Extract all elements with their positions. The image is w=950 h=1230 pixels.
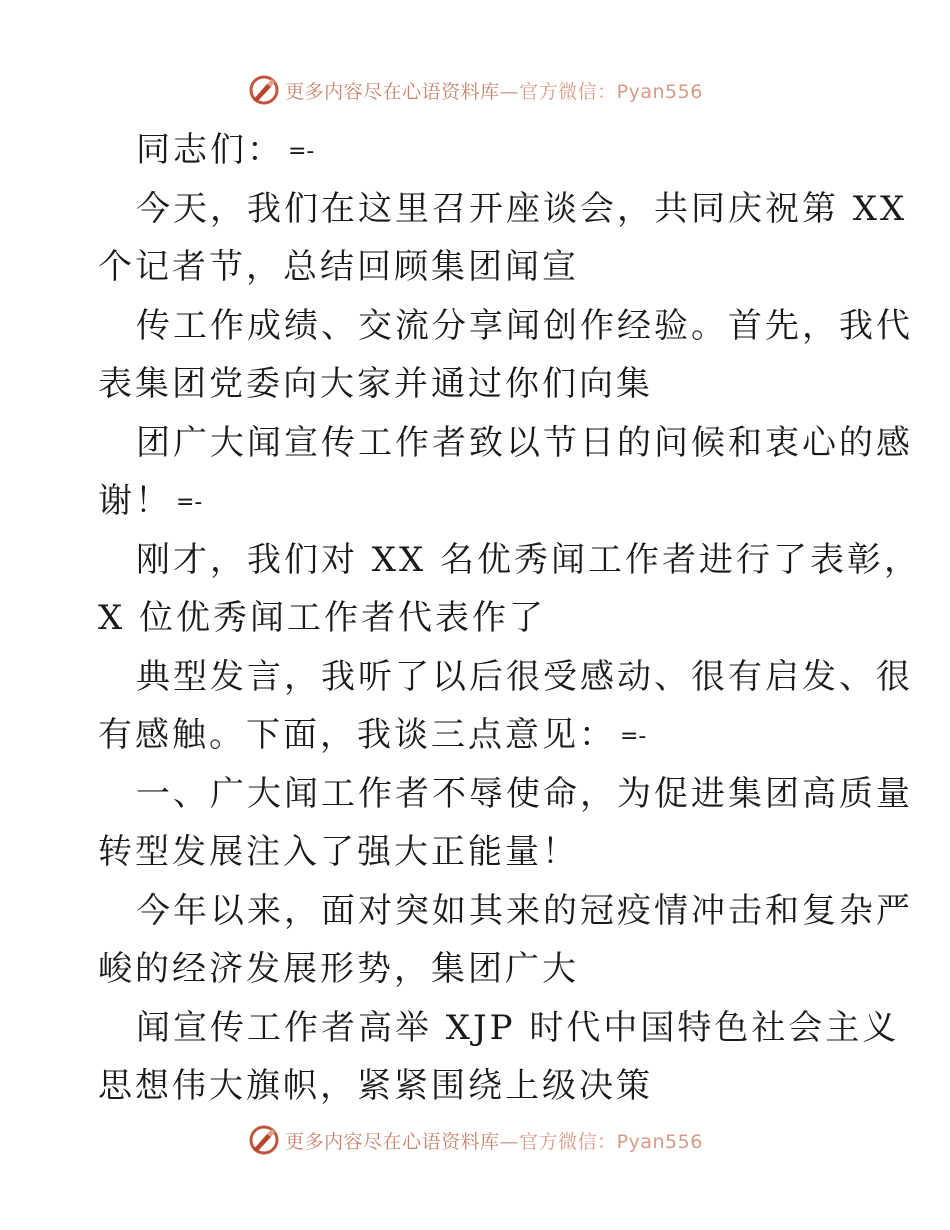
text-line-content: 闻宣传工作者高举 XJP 时代中国特色社会主义 [136, 1007, 900, 1048]
watermark-separator: — [499, 80, 520, 103]
text-line [98, 999, 900, 1058]
text-line [98, 297, 913, 356]
watermark-wechat: 官方微信：Pyan556 [519, 1130, 703, 1153]
text-line [98, 882, 913, 941]
text-line-content: 谢！ [98, 481, 172, 521]
text-line-content: 刚才，我们对 XX 名优秀闻工作者进行了表彰， [136, 539, 922, 580]
header-watermark-banner [0, 70, 950, 110]
text-line-content: 同志们： [136, 130, 284, 170]
paragraph-mark: =- [288, 139, 315, 164]
text-line [98, 940, 858, 999]
watermark-wechat: 官方微信：Pyan556 [519, 80, 703, 103]
text-line-content: 有感触。下面，我谈三点意见： [98, 715, 616, 755]
document-body [98, 121, 922, 1116]
text-line [98, 355, 858, 414]
watermark-separator: — [499, 1130, 520, 1153]
text-line-content: 今天，我们在这里召开座谈会，共同庆祝第 XX [136, 188, 908, 229]
text-line-content: 转型发展注入了强大正能量！ [98, 832, 579, 872]
text-line-content: 峻的经济发展形势，集团广大 [98, 949, 579, 989]
paragraph-mark: =- [620, 724, 647, 749]
pen-circle-logo-icon [247, 1123, 281, 1157]
watermark-brand: 更多内容尽在心语资料库 [285, 1130, 500, 1153]
watermark-text [285, 77, 703, 104]
paragraph-mark: =- [176, 490, 203, 515]
text-line [98, 765, 913, 824]
text-line [98, 531, 922, 590]
text-line-content: 表集团党委向大家并通过你们向集 [98, 364, 653, 404]
text-line [98, 472, 858, 531]
text-line-content: 一、广大闻工作者不辱使命，为促进集团高质量 [136, 773, 913, 814]
text-line-content: 个记者节，总结回顾集团闻宣 [98, 247, 579, 287]
text-line-content: X 位优秀闻工作者代表作了 [98, 598, 547, 638]
text-line-content: 传工作成绩、交流分享闻创作经验。首先，我代 [136, 305, 913, 346]
footer-watermark-banner [0, 1120, 950, 1160]
watermark-text [285, 1127, 703, 1154]
text-line [98, 706, 858, 765]
text-line [98, 648, 913, 707]
text-line [98, 414, 913, 473]
text-line-content: 今年以来，面对突如其来的冠疫情冲击和复杂严 [136, 890, 913, 931]
text-line [98, 121, 858, 180]
text-line [98, 180, 908, 239]
text-line [98, 238, 858, 297]
text-line-content: 典型发言，我听了以后很受感动、很有启发、很 [136, 656, 913, 697]
watermark-brand: 更多内容尽在心语资料库 [285, 80, 500, 103]
text-line [98, 1057, 858, 1116]
pen-circle-logo-icon [247, 73, 281, 107]
text-line-content: 团广大闻宣传工作者致以节日的问候和衷心的感 [136, 422, 913, 463]
text-line [98, 823, 858, 882]
text-line-content: 思想伟大旗帜，紧紧围绕上级决策 [98, 1066, 653, 1106]
text-line [98, 589, 858, 648]
